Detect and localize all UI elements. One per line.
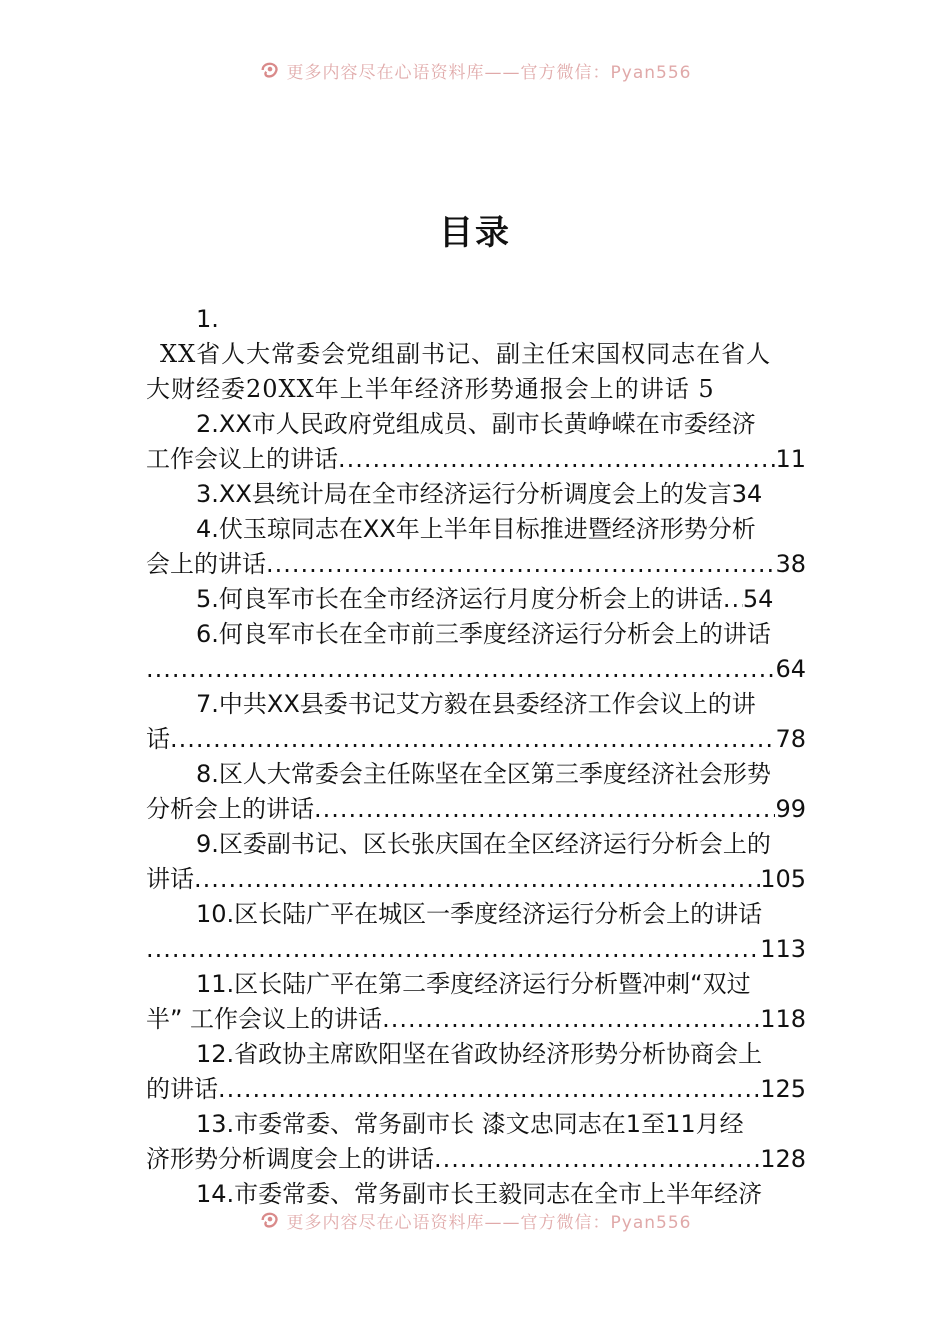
toc-entry-title: 5.何良军市长在全市经济运行月度分析会上的讲话 (196, 585, 723, 613)
toc-entry-title: 11.区长陆广平在第二季度经济运行分析暨冲刺“双过 (196, 970, 751, 998)
toc-entry-11[interactable] (146, 967, 806, 1037)
toc-leader-dots (194, 862, 760, 897)
toc-entry-tail (146, 722, 806, 757)
toc-entry-title: 2.XX市人民政府党组成员、副市长黄峥嵘在市委经济 (196, 410, 756, 438)
toc-entry-tail (146, 862, 806, 897)
toc-entry-tail (146, 582, 806, 617)
toc-entry-title-cont: 的讲话 (146, 1075, 218, 1103)
toc-entry-title: 3.XX县统计局在全市经济运行分析调度会上的发言 (196, 480, 732, 508)
toc-entry-5[interactable] (146, 582, 806, 617)
toc-entry-title: 6.何良军市长在全市前三季度经济运行分析会上的讲话 (196, 620, 771, 648)
toc-leader-dots (170, 722, 775, 757)
toc-page-number: 64 (775, 655, 806, 683)
watermark-logo-icon (259, 59, 281, 81)
toc-entry-2[interactable] (146, 407, 806, 477)
toc-leader-dots (218, 1072, 760, 1107)
toc-entry-number: 1. (196, 305, 219, 333)
toc-entry-8[interactable] (146, 757, 806, 827)
toc-entry-12[interactable] (146, 1037, 806, 1107)
toc-entry-tail (146, 442, 806, 477)
toc-page-number: 118 (760, 1005, 806, 1033)
toc-entry-6[interactable] (146, 617, 806, 687)
toc-entry-tail (146, 1142, 806, 1177)
toc-leader-dots (434, 1142, 760, 1177)
toc-entry-10[interactable] (146, 897, 806, 967)
toc-page-number: 34 (731, 480, 763, 508)
toc-entry-title: 13.市委常委、常务副市长 漆文忠同志在1至11月经 (196, 1110, 744, 1138)
toc-page-number: 38 (775, 550, 806, 578)
toc-leader-dots (338, 442, 775, 477)
watermark-text: 更多内容尽在心语资料库——官方微信：Pyan556 (286, 1212, 692, 1232)
toc-leader-dots (314, 792, 775, 827)
toc-page-number: 78 (775, 725, 806, 753)
toc-leader-dots (266, 547, 775, 582)
toc-entry-title: 7.中共XX县委书记艾方毅在县委经济工作会议上的讲 (196, 690, 756, 718)
toc-entry-line: 大财经委20XX年上半年经济形势通报会上的讲话 (146, 375, 690, 403)
toc-page-number: 11 (775, 445, 806, 473)
toc-entry-title: 12.省政协主席欧阳坚在省政协经济形势分析协商会上 (196, 1040, 763, 1068)
toc-entry-tail (146, 1072, 806, 1107)
toc-entry-line-with-page (146, 372, 806, 407)
watermark-header (0, 58, 950, 82)
toc-entry-title-cont: 半” 工作会议上的讲话 (146, 1005, 383, 1033)
toc-entry-title: 14.市委常委、常务副市长王毅同志在全市上半年经济 (196, 1180, 763, 1208)
toc-page-number: 54 (742, 585, 774, 613)
toc-leader-dots (382, 1002, 760, 1037)
toc-entry-tail (146, 477, 806, 512)
toc-entry-title-cont: 讲话 (146, 865, 194, 893)
toc-entry-1[interactable] (146, 302, 806, 407)
page-title: 目录 (439, 213, 511, 253)
toc-entry-title-cont: 工作会议上的讲话 (146, 445, 338, 473)
toc-leader-dots (146, 932, 760, 967)
toc-entry-tail (146, 652, 806, 687)
toc-page-number: 99 (775, 795, 806, 823)
toc-entry-tail (146, 547, 806, 582)
toc-leader-dots (146, 652, 775, 687)
toc-entry-title-cont: 济形势分析调度会上的讲话 (146, 1145, 434, 1173)
toc-entry-tail (146, 932, 806, 967)
toc-entry-line: XX省人大常委会党组副书记、副主任宋国权同志在省人 (160, 340, 772, 368)
toc-entry-tail (146, 792, 806, 827)
watermark-text: 更多内容尽在心语资料库——官方微信：Pyan556 (286, 62, 692, 82)
toc-entry-title: 9.区委副书记、区长张庆国在全区经济运行分析会上的 (196, 830, 771, 858)
toc-leader-dots (723, 582, 743, 617)
toc-entry-3[interactable] (146, 477, 806, 512)
toc-page-number: 105 (760, 865, 806, 893)
toc-entry-title-cont: 分析会上的讲话 (146, 795, 314, 823)
watermark-footer (0, 1208, 950, 1232)
toc-entry-4[interactable] (146, 512, 806, 582)
toc-entry-title-cont: 会上的讲话 (146, 550, 266, 578)
toc-page-number: 125 (760, 1075, 806, 1103)
watermark-logo-icon (259, 1209, 281, 1231)
toc-entry-tail (146, 1002, 806, 1037)
toc-entry-title: 4.伏玉琼同志在XX年上半年目标推进暨经济形势分析 (196, 515, 756, 543)
toc-entry-title-cont: 话 (146, 725, 170, 753)
toc-page-number: 128 (760, 1145, 806, 1173)
toc-entry-title: 10.区长陆广平在城区一季度经济运行分析会上的讲话 (196, 900, 763, 928)
table-of-contents (146, 302, 806, 1212)
toc-entry-13[interactable] (146, 1107, 806, 1177)
toc-page-number: 113 (760, 935, 806, 963)
toc-entry-7[interactable] (146, 687, 806, 757)
toc-entry-title: 8.区人大常委会主任陈坚在全区第三季度经济社会形势 (196, 760, 771, 788)
toc-entry-9[interactable] (146, 827, 806, 897)
toc-page-number: 5 (698, 375, 715, 403)
toc-entry-14[interactable] (146, 1177, 806, 1212)
